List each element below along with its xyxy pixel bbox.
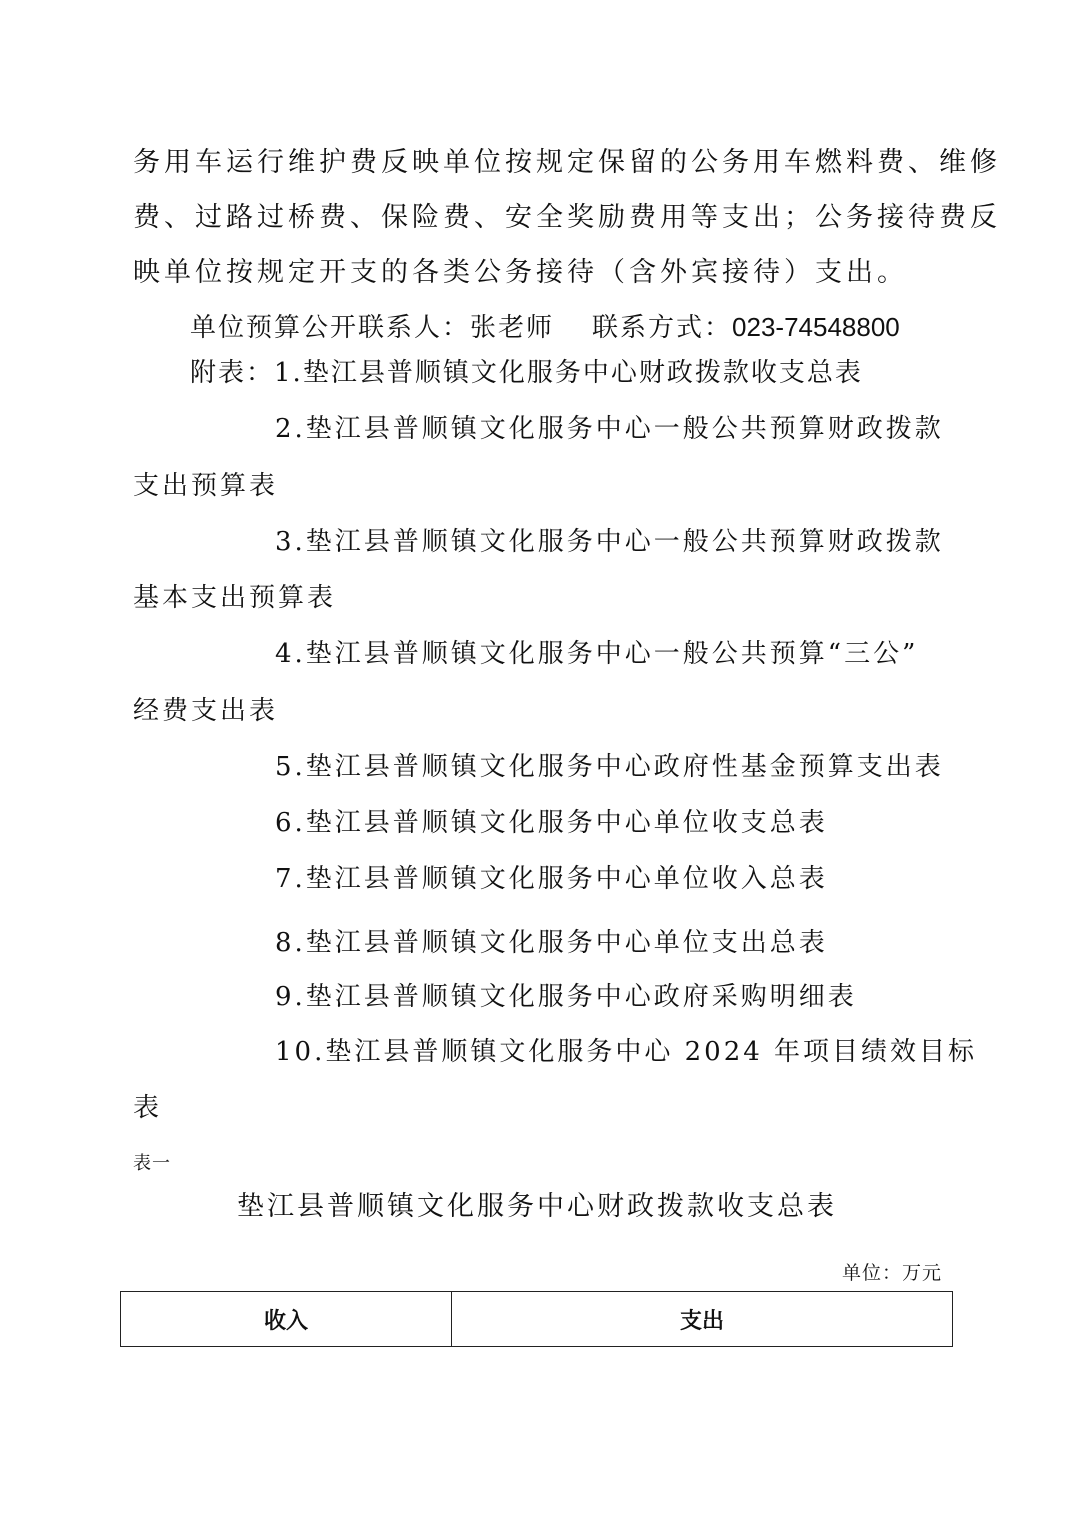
attachment-item-continued: 表 <box>133 1093 163 1123</box>
summary-table <box>120 1291 953 1347</box>
paragraph-line: 映单位按规定开支的各类公务接待（含外宾接待）支出。 <box>133 257 908 288</box>
table-header-income: 收入 <box>121 1292 452 1346</box>
attachment-heading: 附表： <box>190 358 275 388</box>
contact-info <box>190 311 900 344</box>
attachment-item-continued: 支出预算表 <box>133 471 279 501</box>
paragraph-line: 务用车运行维护费反映单位按规定保留的公务用车燃料费、维修 <box>133 147 1001 178</box>
attachment-item: 10.垫江县普顺镇文化服务中心 2024 年项目绩效目标 <box>275 1037 978 1067</box>
attachment-item: 1.垫江县普顺镇文化服务中心财政拨款收支总表 <box>274 358 863 388</box>
table-title: 垫江县普顺镇文化服务中心财政拨款收支总表 <box>237 1191 837 1222</box>
paragraph-line: 费、过路过桥费、保险费、安全奖励费用等支出；公务接待费反 <box>133 202 1001 233</box>
attachment-item: 4.垫江县普顺镇文化服务中心一般公共预算“三公” <box>275 639 919 669</box>
contact-person: 单位预算公开联系人：张老师 <box>190 313 555 343</box>
attachment-item: 2.垫江县普顺镇文化服务中心一般公共预算财政拨款 <box>275 414 944 444</box>
attachment-item: 9.垫江县普顺镇文化服务中心政府采购明细表 <box>275 982 857 1012</box>
contact-method-label: 联系方式： <box>592 313 733 343</box>
table-header-expense: 支出 <box>679 1308 724 1334</box>
attachment-item-continued: 基本支出预算表 <box>133 583 337 613</box>
attachment-item: 7.垫江县普顺镇文化服务中心单位收入总表 <box>275 864 828 894</box>
attachment-item: 3.垫江县普顺镇文化服务中心一般公共预算财政拨款 <box>275 527 944 557</box>
attachment-list-first <box>190 357 863 389</box>
attachment-item: 6.垫江县普顺镇文化服务中心单位收支总表 <box>275 808 828 838</box>
attachment-item: 5.垫江县普顺镇文化服务中心政府性基金预算支出表 <box>275 752 944 782</box>
table-unit: 单位：万元 <box>841 1262 942 1284</box>
table-tag: 表一 <box>133 1153 171 1174</box>
attachment-item: 8.垫江县普顺镇文化服务中心单位支出总表 <box>275 928 828 958</box>
contact-phone: 023-74548800 <box>732 312 900 342</box>
attachment-item-continued: 经费支出表 <box>133 696 279 726</box>
